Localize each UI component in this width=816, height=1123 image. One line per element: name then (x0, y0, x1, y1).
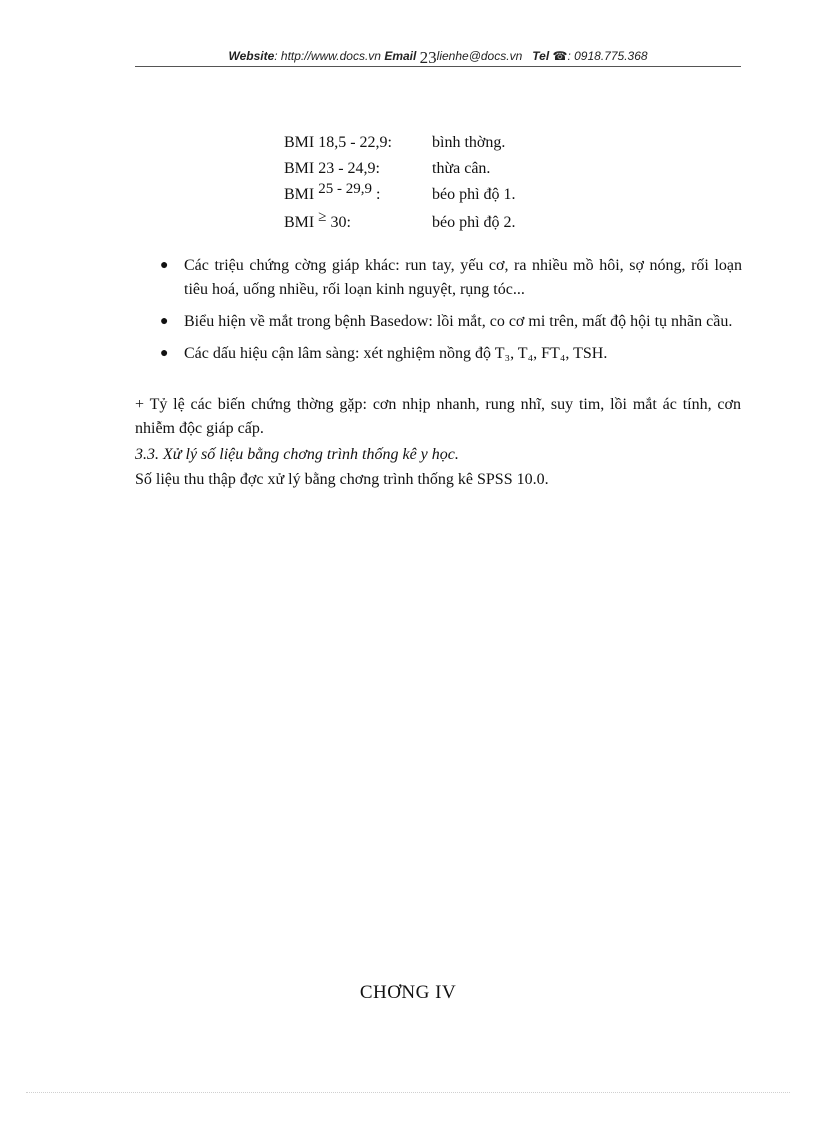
bmi-range-value: 25 - 29,9 (318, 181, 372, 197)
list-item-text: Các triệu chứng cờng giáp khác: run tay, yếu cơ, ra nhiều mồ hôi, sợ nóng, rối loạn tiêu hoá, uống nhiều, rối loạn kinh nguyệt, rụng tóc... (184, 257, 742, 298)
complications-paragraph: + Tỷ lệ các biến chứng thờng gặp: cơn nhịp nhanh, rung nhĩ, suy tim, lồi mắt ác tính, cơn nhiễm độc giáp cấp. (135, 396, 741, 437)
tel-label: Tel (532, 49, 550, 63)
bmi-category: béo phì độ 1. (432, 186, 516, 203)
bmi-category: thừa cân. (432, 160, 491, 177)
bmi-range: BMI 23 - 24,9: (284, 160, 380, 177)
bullet-icon: ● (160, 258, 169, 273)
bmi-suffix: : (371, 186, 381, 203)
list-item (160, 310, 742, 334)
phone-icon: ☎ (552, 49, 568, 63)
bmi-range: BMI 18,5 - 22,9: (284, 134, 392, 151)
list-item (160, 342, 742, 366)
list-item-text: Biểu hiện về mắt trong bệnh Basedow: lồi mắt, co cơ mi trên, mất độ hội tụ nhãn cầu. (184, 313, 733, 330)
footer-divider (26, 1092, 790, 1093)
bmi-category: bình thờng. (432, 134, 506, 151)
tel-value: : 0918.775.368 (567, 49, 648, 63)
bmi-range (284, 181, 381, 206)
bullet-list (160, 254, 742, 374)
email-label: Email (384, 49, 417, 63)
page-header (135, 46, 741, 67)
bullet-icon: ● (160, 346, 169, 361)
chapter-title: CHƠNG IV (359, 982, 457, 1003)
bmi-prefix: BMI (284, 214, 319, 231)
list-item (160, 254, 742, 302)
spss-paragraph: Số liệu thu thập đợc xử lý bằng chơng trình thống kê SPSS 10.0. (135, 471, 549, 488)
website-label: Website (228, 49, 275, 63)
page-number: 23 (419, 48, 437, 67)
bmi-suffix: 30: (326, 214, 351, 231)
bullet-icon: ● (160, 314, 169, 329)
gte-symbol: ≥ (318, 209, 327, 225)
bmi-category: béo phì độ 2. (432, 214, 516, 231)
section-heading: 3.3. Xử lý số liệu bằng chơng trình thống kê y học. (135, 446, 459, 463)
list-item-text: Các dấu hiệu cận lâm sàng: xét nghiệm nồng độ T₃, T₄, FT₄, TSH. (184, 345, 608, 362)
website-value: : http://www.docs.vn (274, 49, 381, 63)
email-value: lienhe@docs.vn (436, 49, 523, 63)
bmi-range (284, 209, 351, 234)
bmi-prefix: BMI (284, 186, 319, 203)
